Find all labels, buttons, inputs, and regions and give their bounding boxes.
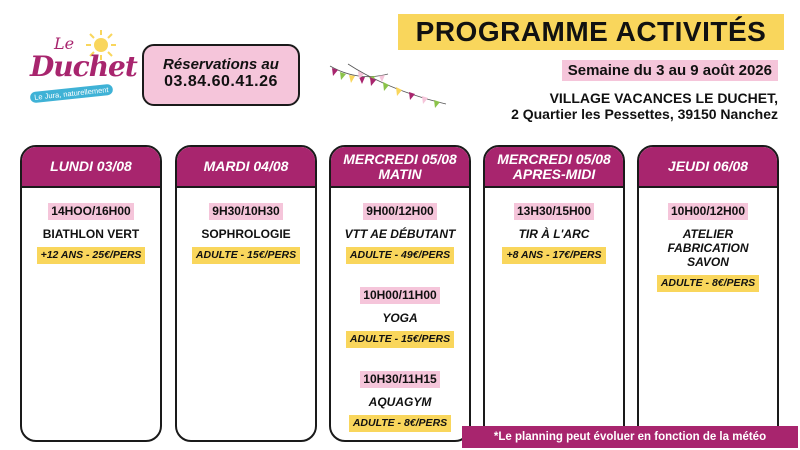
logo-name: Duchet xyxy=(30,50,137,83)
bunting-decoration xyxy=(328,60,448,120)
activity-price: ADULTE - 49€/PERS xyxy=(346,247,454,264)
activity xyxy=(331,202,469,264)
reservation-phone[interactable]: 03.84.60.41.26 xyxy=(164,73,278,90)
activity-name: ATELIER FABRICATION SAVON xyxy=(667,227,749,269)
day-column-mercredi-apres-midi xyxy=(483,145,625,442)
day-title: JEUDI 06/08 xyxy=(639,147,777,188)
activity xyxy=(177,202,315,264)
venue-street: 2 Quartier les Pessettes, 39150 Nanchez xyxy=(511,106,778,122)
venue-address xyxy=(511,90,778,122)
day-column-mardi xyxy=(175,145,317,442)
logo-prefix: Le xyxy=(54,34,75,53)
activity-price: ADULTE - 8€/PERS xyxy=(657,275,759,292)
week-label: Semaine du 3 au 9 août 2026 xyxy=(562,60,778,81)
duchet-logo xyxy=(22,28,137,108)
logo-tagline: Le Jura, naturellement xyxy=(30,84,113,104)
activity-name: TIR À L'ARC xyxy=(518,227,590,241)
page-title: PROGRAMME ACTIVITÉS xyxy=(398,14,784,50)
activity-time: 10H00/12H00 xyxy=(668,203,748,220)
activity-name: BIATHLON VERT xyxy=(42,227,140,241)
activity-time: 14HOO/16H00 xyxy=(48,203,133,220)
activity xyxy=(331,286,469,348)
activity-name: YOGA xyxy=(382,311,418,325)
day-column-lundi xyxy=(20,145,162,442)
venue-name: VILLAGE VACANCES LE DUCHET, xyxy=(549,90,778,106)
activity-price: +12 ANS - 25€/PERS xyxy=(37,247,146,264)
activity xyxy=(485,202,623,264)
day-title: MARDI 04/08 xyxy=(177,147,315,188)
activity-time: 9H00/12H00 xyxy=(363,203,436,220)
day-title: MERCREDI 05/08 MATIN xyxy=(331,147,469,188)
activity-time: 13H30/15H00 xyxy=(514,203,594,220)
activity-time: 9H30/10H30 xyxy=(209,203,282,220)
activity-price: +8 ANS - 17€/PERS xyxy=(502,247,605,264)
reservation-box xyxy=(142,44,300,106)
activity xyxy=(22,202,160,264)
activity-name: VTT AE DÉBUTANT xyxy=(344,227,456,241)
activity-price: ADULTE - 15€/PERS xyxy=(346,331,454,348)
activity-name: SOPHROLOGIE xyxy=(201,227,291,241)
activity xyxy=(639,202,777,292)
activity-price: ADULTE - 15€/PERS xyxy=(192,247,300,264)
activity-name: AQUAGYM xyxy=(368,395,432,409)
day-title: MERCREDI 05/08 APRES-MIDI xyxy=(485,147,623,188)
reservation-label: Réservations au xyxy=(163,56,279,73)
weather-disclaimer: *Le planning peut évoluer en fonction de la météo xyxy=(462,426,798,448)
day-column-jeudi xyxy=(637,145,779,442)
day-column-mercredi-matin xyxy=(329,145,471,442)
activity xyxy=(331,370,469,432)
activity-time: 10H30/11H15 xyxy=(360,371,439,388)
activity-time: 10H00/11H00 xyxy=(360,287,439,304)
activity-price: ADULTE - 8€/PERS xyxy=(349,415,451,432)
day-title: LUNDI 03/08 xyxy=(22,147,160,188)
